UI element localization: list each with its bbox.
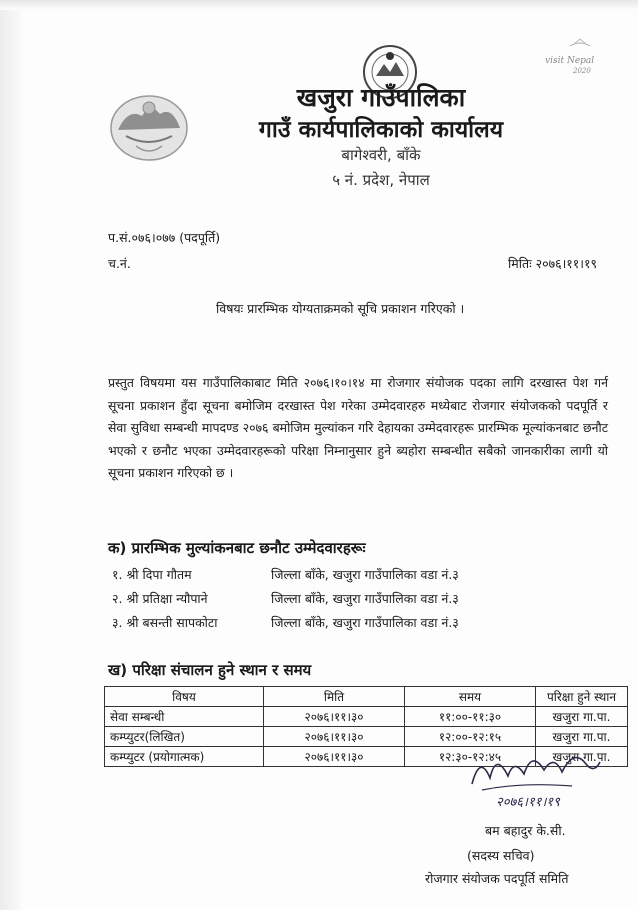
table-cell: २०७६।११।३० <box>264 727 405 747</box>
handwritten-signature <box>462 744 602 814</box>
exam-schedule-heading: ख) परिक्षा संचालन हुने स्थान र समय <box>108 661 312 679</box>
visit-nepal-text: visit Nepal 2020 <box>545 56 595 75</box>
scan-top-shadow <box>0 0 638 10</box>
office-province: ५ नं. प्रदेश, नेपाल <box>332 171 430 189</box>
table-cell: २०७६।११।३० <box>264 747 405 767</box>
table-cell: २०७६।११।३० <box>264 707 405 727</box>
candidate-row <box>112 566 459 583</box>
table-cell: १२:००-१२:१५ <box>405 727 536 747</box>
office-subtitle: गाउँ कार्यपालिकाको कार्यालय <box>258 117 504 143</box>
table-cell: खजुरा गा.पा. <box>536 747 628 767</box>
candidate-address: जिल्ला बाँके, खजुरा गाउँपालिका वडा नं.३ <box>270 615 459 630</box>
letter-reference-number: प.सं.०७६।०७७ (पदपूर्ति) <box>108 230 221 245</box>
candidate-row <box>112 614 459 631</box>
table-header-row <box>105 687 628 707</box>
dispatch-number: च.नं. <box>108 256 131 271</box>
signatory-committee: रोजगार संयोजक पदपूर्ति समिति <box>425 871 569 886</box>
candidate-row <box>112 590 459 607</box>
notice-body: प्रस्तुत विषयमा यस गाउँपालिकाबाट मिति २०७६।१०।१४ मा रोजगार संयोजक पदका लागि दरखास्त पेश गर्न सूचना प्रकाशन हुँदा सूचना बमोजिम दरखास्त पेश गरेका उम्मेदवारहरु मध्येबाट रोजगार संयोजकको पदपूर्ति र सेवा सुविधा सम्बन्धी मापदण्ड २०७६ बमोजिम मुल्यांकन गरि देहायका उम्मेदवारहरू प्रारम्भिक मूल्यांकनबाट छनौट भएको र छनौट भएका उम्मेदवारहरूको परिक्षा निम्नानुसार हुने ब्यहोरा सम्बन्धीत सबैको जानकारीका लागी यो सूचना प्रकाशन गरिएको छ । <box>108 375 608 480</box>
shortlisted-heading: क) प्रारम्भिक मुल्यांकनबाट छनौट उम्मेदवारहरूः <box>108 539 366 557</box>
signature-date: २०७६।११।१९ <box>496 795 560 810</box>
column-header: समय <box>405 687 536 707</box>
candidate-address: जिल्ला बाँके, खजुरा गाउँपालिका वडा नं.३ <box>270 567 459 582</box>
signatory-role: (सदस्य सचिव) <box>467 848 535 863</box>
scan-edge-shadow <box>0 0 22 910</box>
table-cell: कम्प्युटर (प्रयोगात्मक) <box>105 747 264 767</box>
table-row <box>105 707 628 727</box>
table-cell: कम्प्युटर(लिखित) <box>105 727 264 747</box>
column-header: परिक्षा हुने स्थान <box>536 687 628 707</box>
table-cell: ११:००-११:३० <box>405 707 536 727</box>
table-cell: खजुरा गा.पा. <box>536 727 628 747</box>
table-cell: खजुरा गा.पा. <box>536 707 628 727</box>
candidate-address: जिल्ला बाँके, खजुरा गाउँपालिका वडा नं.३ <box>270 591 459 606</box>
office-name: खजुरा गाउँपालिका <box>296 83 466 112</box>
office-location: बागेश्वरी, बाँके <box>341 146 421 164</box>
table-cell: सेवा सम्बन्धी <box>105 707 264 727</box>
candidate-name: २. श्री प्रतिक्षा न्यौपाने <box>112 591 208 606</box>
signatory-name: बम बहादुर के.सी. <box>485 823 566 838</box>
letter-date: मितिः २०७६।११।१९ <box>508 256 598 271</box>
table-cell: १२:३०-१२:४५ <box>405 747 536 767</box>
candidate-name: १. श्री दिपा गौतम <box>112 567 192 582</box>
column-header: विषय <box>105 687 264 707</box>
column-header: मिति <box>264 687 405 707</box>
letter-subject: विषयः प्रारम्भिक योग्यताक्रमको सूचि प्रकाशन गरिएको । <box>216 301 465 316</box>
candidate-name: ३. श्री बसन्ती सापकोटा <box>112 615 218 630</box>
